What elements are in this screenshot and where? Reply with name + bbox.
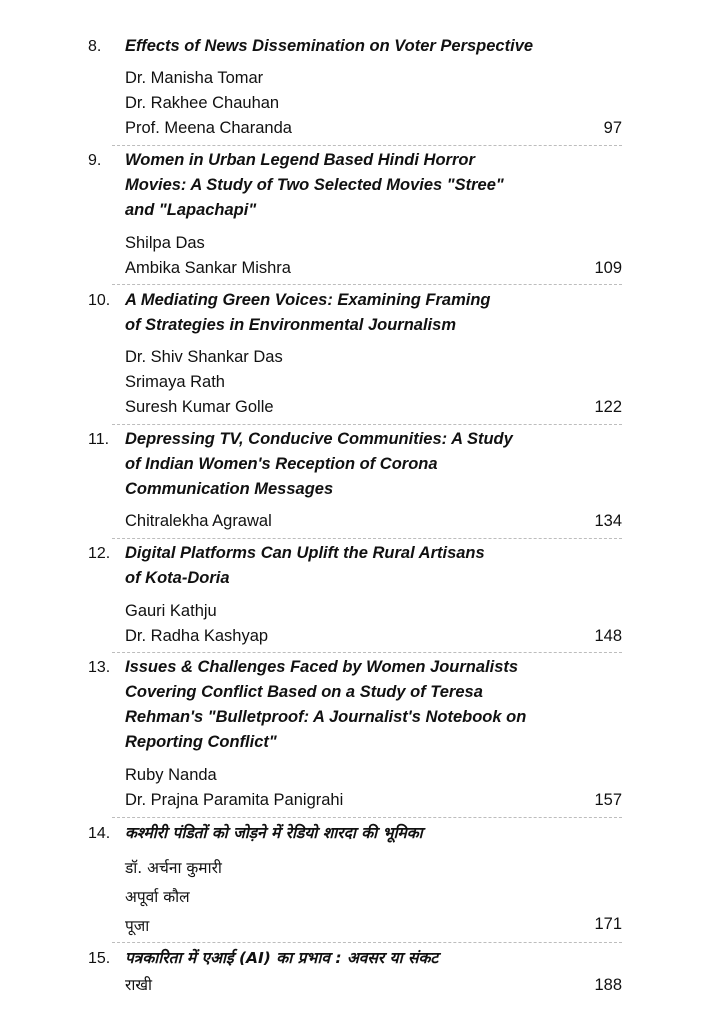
- title-line: Digital Platforms Can Uplift the Rural Artisans: [125, 544, 485, 562]
- author-name: Dr. Rakhee Chauhan: [125, 94, 280, 112]
- entry-title: [125, 427, 605, 502]
- title-line: Women in Urban Legend Based Hindi Horror: [125, 151, 475, 169]
- entry-number: 8.: [88, 38, 102, 55]
- title-line: Issues & Challenges Faced by Women Journalists: [125, 658, 519, 676]
- entry-divider: [112, 942, 622, 943]
- author-list: [125, 854, 525, 941]
- entry-divider: [112, 538, 622, 539]
- title-line: and "Lapachapi": [125, 201, 257, 219]
- author-name: Prof. Meena Charanda: [125, 119, 292, 137]
- author-name: Ambika Sankar Mishra: [125, 259, 291, 277]
- author-name: Gauri Kathju: [125, 602, 217, 620]
- author-name: राखी: [125, 976, 153, 994]
- entry-number: 15.: [88, 950, 111, 967]
- author-name: Dr. Manisha Tomar: [125, 69, 264, 87]
- author-list: [125, 599, 525, 649]
- title-line: Movies: A Study of Two Selected Movies "Stree": [125, 176, 504, 194]
- title-line: Rehman's "Bulletproof: A Journalist's Notebook on: [125, 708, 527, 726]
- title-line: Covering Conflict Based on a Study of Teresa: [125, 683, 483, 701]
- entry-number: 11.: [88, 431, 110, 448]
- author-name: Shilpa Das: [125, 234, 205, 252]
- entry-divider: [112, 145, 622, 146]
- entry-number: 12.: [88, 545, 111, 562]
- author-list: [125, 973, 525, 998]
- entry-number: 10.: [88, 292, 111, 309]
- author-name: Dr. Radha Kashyap: [125, 627, 269, 645]
- entry-number: 13.: [88, 659, 111, 676]
- author-name: Suresh Kumar Golle: [125, 398, 274, 416]
- author-name: अपूर्वा कौल: [125, 888, 190, 906]
- entry-title: [125, 148, 605, 223]
- entry-divider: [112, 284, 622, 285]
- title-line: Effects of News Dissemination on Voter Perspective: [125, 37, 534, 55]
- title-line: Depressing TV, Conducive Communities: A Study: [125, 430, 513, 448]
- title-line: of Strategies in Environmental Journalism: [125, 316, 456, 334]
- author-name: Chitralekha Agrawal: [125, 512, 272, 530]
- entry-divider: [112, 424, 622, 425]
- entry-number: 9.: [88, 152, 102, 169]
- entry-divider: [112, 817, 622, 818]
- page-number: 122: [594, 398, 622, 416]
- title-line: of Kota-Doria: [125, 569, 230, 587]
- page-number: 97: [603, 119, 622, 137]
- title-line: Reporting Conflict": [125, 733, 277, 751]
- title-line: A Mediating Green Voices: Examining Framing: [125, 291, 491, 309]
- page-number: 148: [594, 627, 622, 645]
- author-name: Ruby Nanda: [125, 766, 217, 784]
- title-line: Communication Messages: [125, 480, 334, 498]
- page-number: 171: [594, 915, 622, 933]
- author-list: [125, 345, 525, 420]
- title-line: कश्मीरी पंडितों को जोड़ने में रेडियो शारदा की भूमिका: [125, 824, 423, 842]
- entry-title: [125, 655, 605, 755]
- entry-title: [125, 541, 605, 591]
- author-name: Srimaya Rath: [125, 373, 225, 391]
- page-number: 109: [594, 259, 622, 277]
- entry-title: [125, 34, 605, 59]
- entry-divider: [112, 652, 622, 653]
- author-name: पूजा: [125, 917, 150, 935]
- title-line: of Indian Women's Reception of Corona: [125, 455, 438, 473]
- title-line: पत्रकारिता में एआई (AI) का प्रभाव : अवसर या संकट: [125, 949, 439, 967]
- entry-number: 14.: [88, 825, 111, 842]
- author-list: [125, 231, 525, 281]
- author-name: Dr. Shiv Shankar Das: [125, 348, 283, 366]
- entry-title: [125, 946, 605, 971]
- author-name: डॉ. अर्चना कुमारी: [125, 859, 222, 877]
- author-list: [125, 509, 525, 534]
- author-list: [125, 66, 525, 141]
- page-number: 188: [594, 976, 622, 994]
- entry-title: [125, 288, 605, 338]
- entry-title: [125, 821, 605, 846]
- page-number: 157: [594, 791, 622, 809]
- author-name: Dr. Prajna Paramita Panigrahi: [125, 791, 344, 809]
- page-number: 134: [594, 512, 622, 530]
- author-list: [125, 763, 525, 813]
